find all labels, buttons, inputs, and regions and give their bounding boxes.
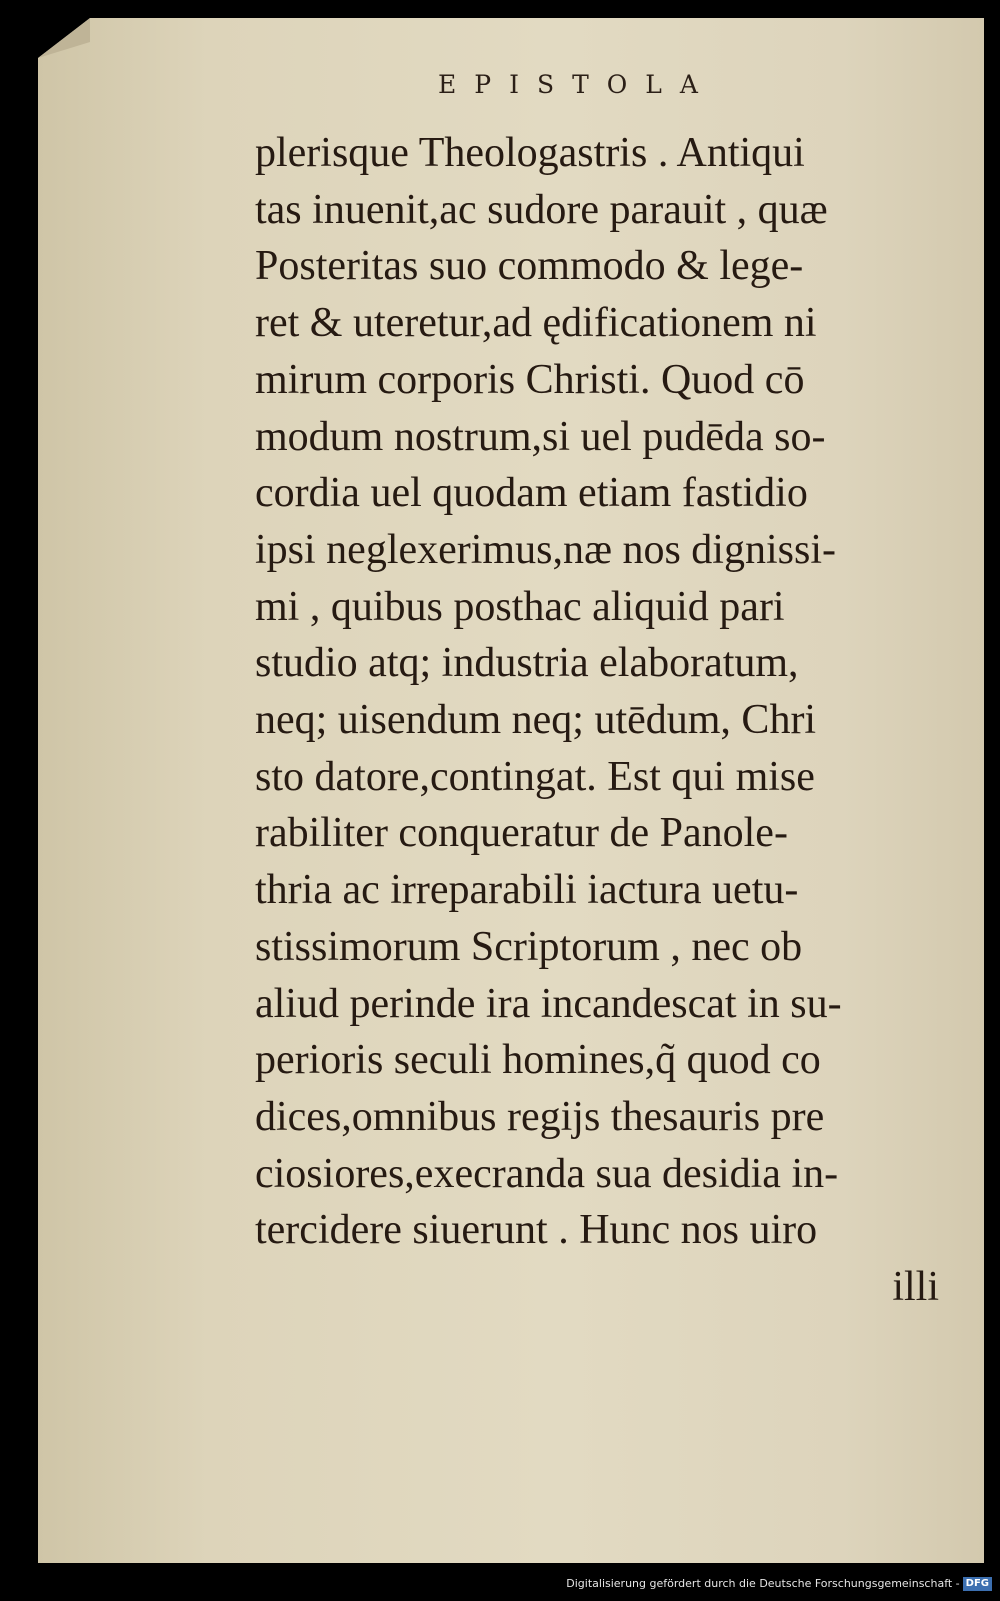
text-line: mi , quibus posthac aliquid pari xyxy=(255,583,785,630)
text-line: dices,omnibus regijs thesauris pre xyxy=(255,1093,825,1140)
body-text xyxy=(255,125,955,1316)
text-line: thria ac irreparabili iactura uetu- xyxy=(255,867,799,914)
text-line: tercidere siuerunt . Hunc nos uiro xyxy=(255,1207,818,1254)
text-line: ciosiores,execranda sua desidia in- xyxy=(255,1150,839,1197)
dfg-logo-icon: DFG xyxy=(963,1577,992,1591)
text-line: modum nostrum,si uel pudēda so- xyxy=(255,413,826,460)
text-line: Posteritas suo commodo & lege- xyxy=(255,243,804,290)
text-line: cordia uel quodam etiam fastidio xyxy=(255,470,808,517)
text-line: tas inuenit,ac sudore parauit , quæ xyxy=(255,186,828,233)
running-head: EPISTOLA xyxy=(438,70,716,99)
text-line: studio atq; industria elaboratum, xyxy=(255,640,799,687)
text-line: ret & uteretur,ad ędificationem ni xyxy=(255,300,817,347)
text-line: mirum corporis Christi. Quod cō xyxy=(255,356,805,403)
text-line: ipsi neglexerimus,næ nos dignissi- xyxy=(255,526,836,573)
credit-text: Digitalisierung gefördert durch die Deutsche Forschungsgemeinschaft - xyxy=(566,1577,960,1590)
catchword: illi xyxy=(892,1264,939,1311)
text-line: neq; uisendum neq; utēdum, Chri xyxy=(255,697,817,744)
text-line: sto datore,contingat. Est qui mise xyxy=(255,753,815,800)
text-line: perioris seculi homines,q̃ quod co xyxy=(255,1037,821,1084)
text-line: rabiliter conqueratur de Panole- xyxy=(255,810,788,857)
text-line: aliud perinde ira incandescat in su- xyxy=(255,980,842,1027)
digitization-credit xyxy=(566,1569,992,1599)
text-line: stissimorum Scriptorum , nec ob xyxy=(255,923,803,970)
text-line: plerisque Theologastris . Antiqui xyxy=(255,130,805,176)
